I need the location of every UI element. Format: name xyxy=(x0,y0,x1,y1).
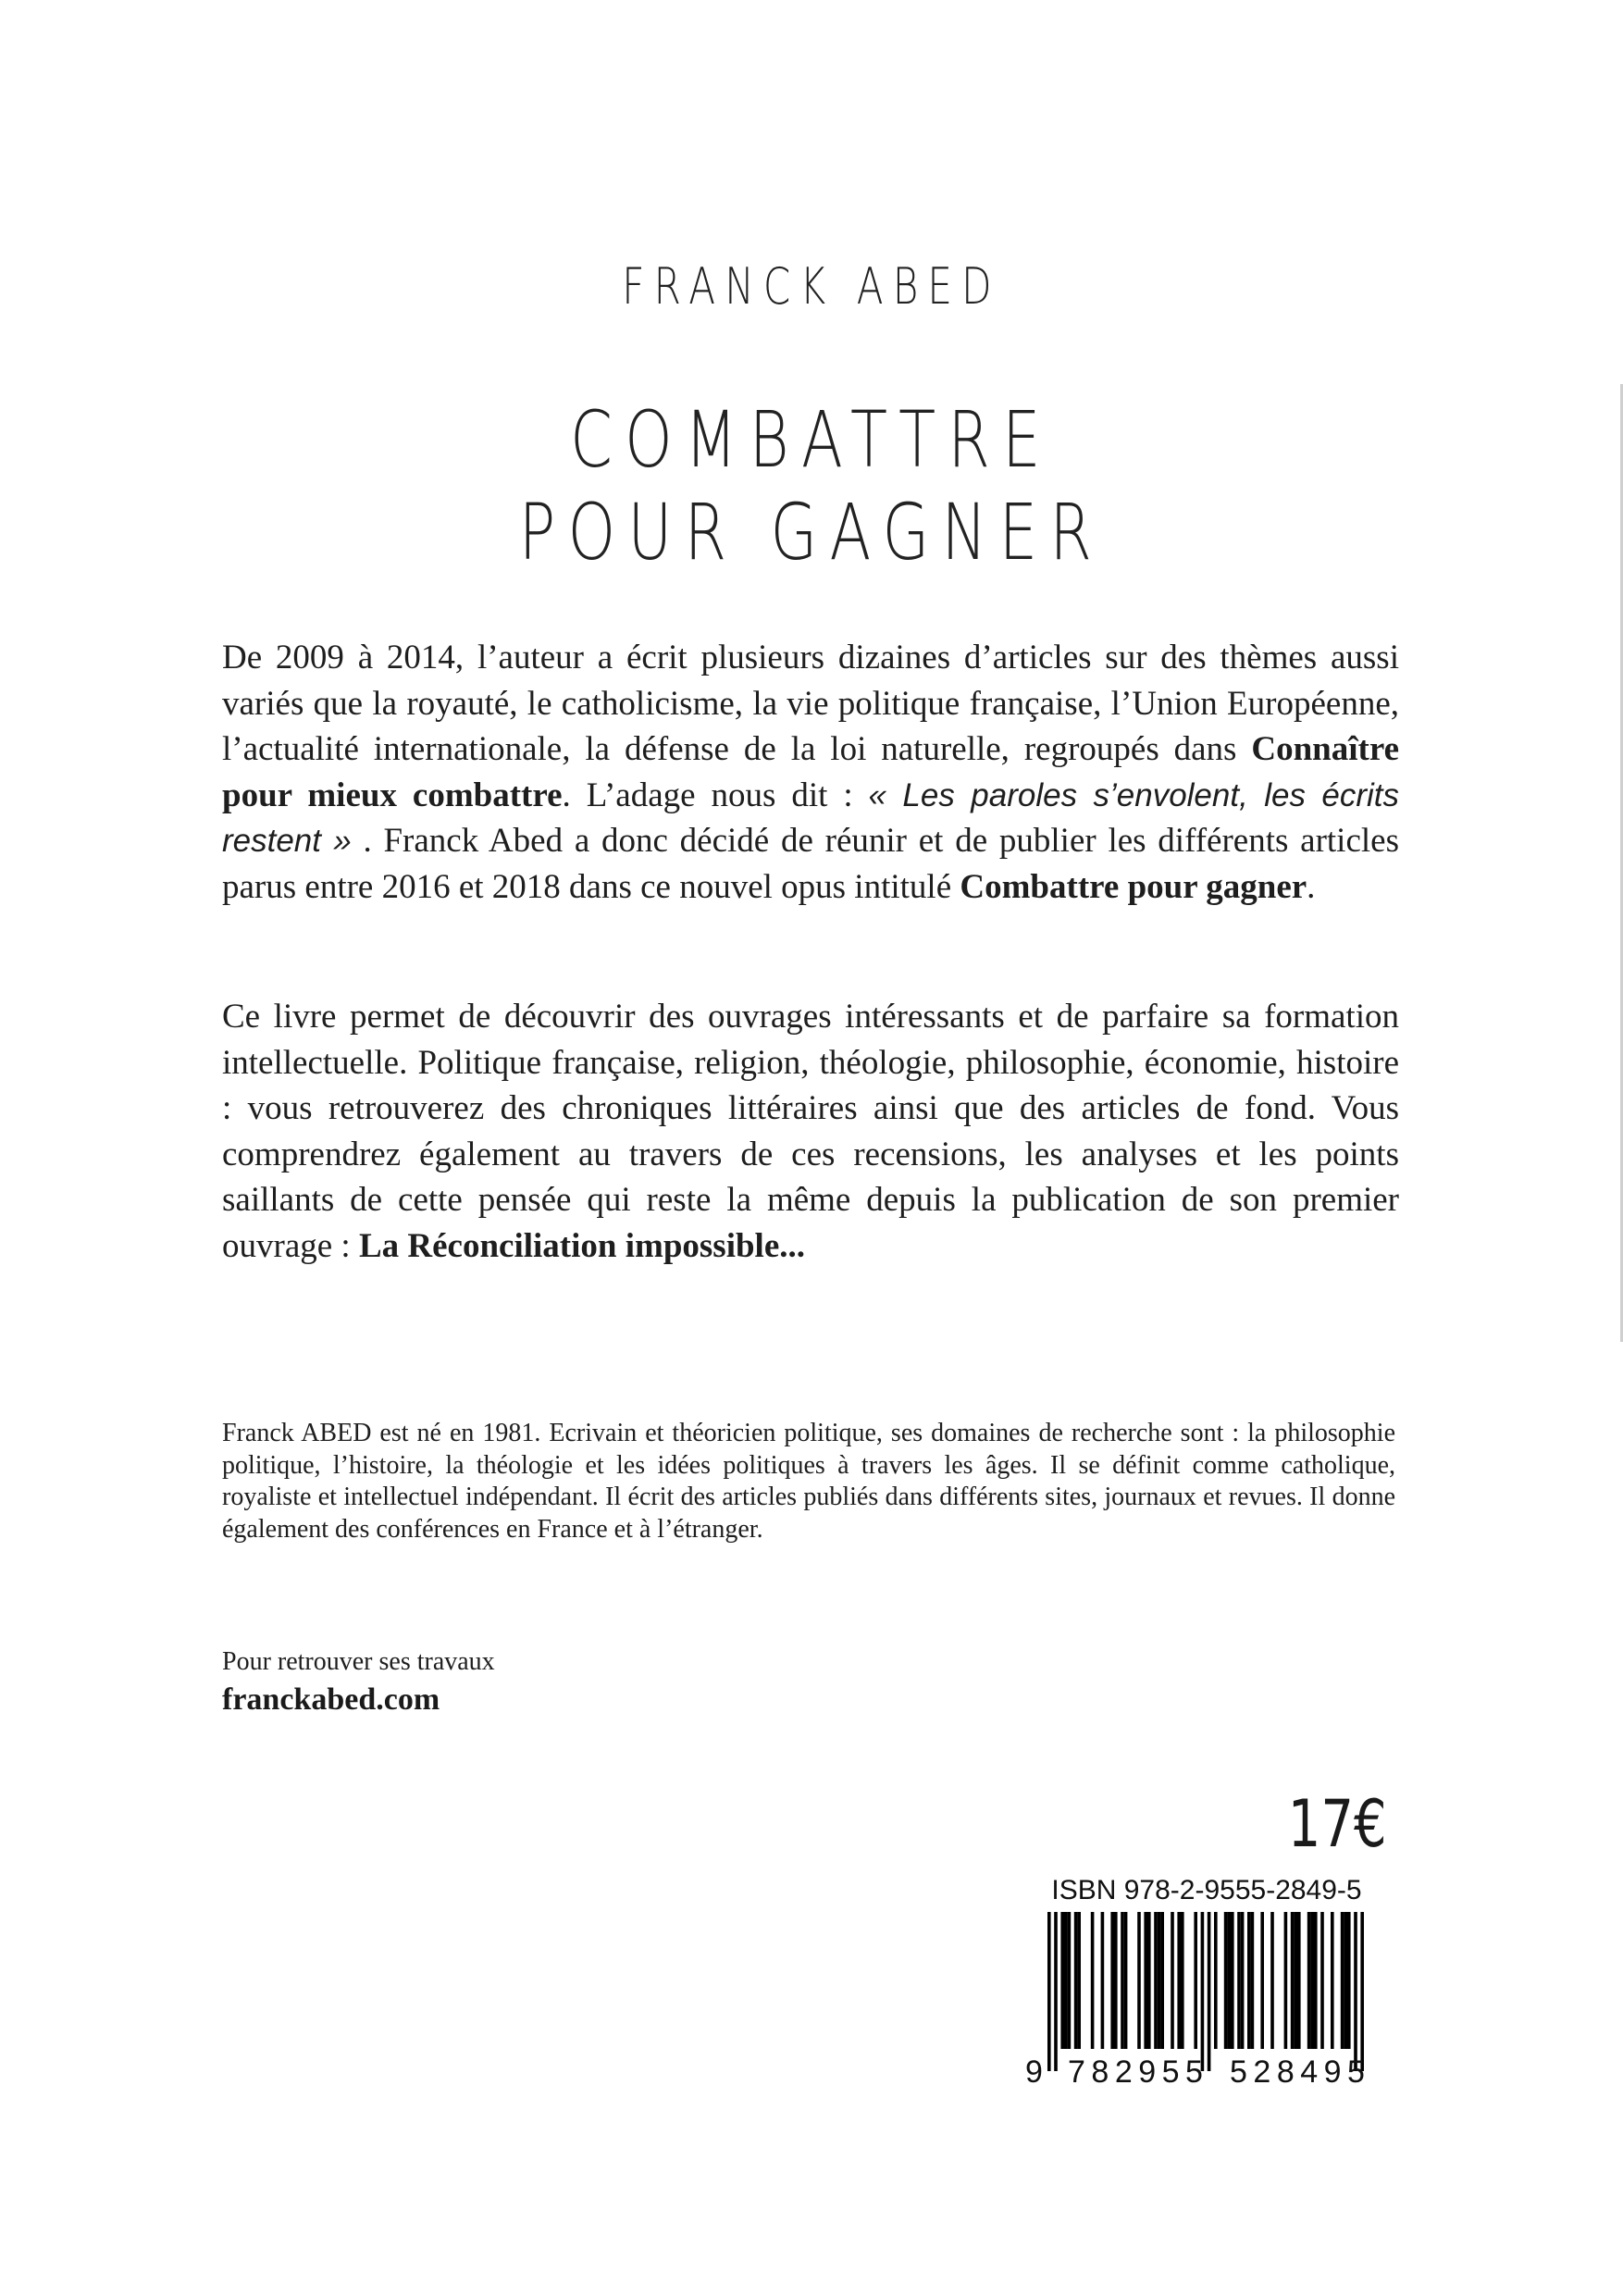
barcode-bar-6 xyxy=(1077,1912,1081,2049)
find-works-label: Pour retrouver ses travaux xyxy=(222,1647,495,1676)
barcode-bar-27 xyxy=(1227,1912,1231,2049)
barcode-bar-19 xyxy=(1171,1912,1174,2049)
barcode-bar-22 xyxy=(1194,1912,1197,2049)
barcode-bar-45 xyxy=(1344,1912,1347,2049)
barcode-bar-24 xyxy=(1208,1912,1211,2071)
ean13-barcode xyxy=(1025,1912,1388,2074)
isbn-label: ISBN 978-2-9555-2849-5 xyxy=(1051,1875,1362,1905)
barcode-bar-10 xyxy=(1114,1912,1118,2049)
barcode-bar-46 xyxy=(1347,1912,1351,2049)
blurb-paragraph-2 xyxy=(222,994,1399,1269)
barcode-bar-38 xyxy=(1297,1912,1301,2049)
book-title-line-2: POUR GAGNER xyxy=(518,487,1105,577)
blurb-p1-text-c: . Franck Abed a donc décidé de réunir et de publier les différents articles parus entre 2016 et 2018 dans ce nouvel opus intitulé xyxy=(222,822,1399,906)
barcode-bar-37 xyxy=(1294,1912,1297,2049)
barcode-bar-18 xyxy=(1160,1912,1164,2049)
barcode-bar-47 xyxy=(1354,1912,1357,2071)
isbn-barcode-block xyxy=(1025,1875,1388,2097)
barcode-bar-8 xyxy=(1101,1912,1105,2049)
blurb-p1-bold-title-2: Combattre pour gagner xyxy=(960,867,1307,906)
book-title-line-1: COMBATTRE xyxy=(570,394,1053,485)
barcode-bar-15 xyxy=(1147,1912,1151,2049)
barcode-bar-3 xyxy=(1064,1912,1068,2049)
blurb-paragraph-1 xyxy=(222,635,1399,910)
blurb-p1-text-a: De 2009 à 2014, l’auteur a écrit plusieurs dizaines d’articles sur des thèmes aussi variés que la royauté, le catholicisme, la vie politique française, l’Union Européenne, l’actualité internationale, la défense de la loi naturelle, regroupés dans xyxy=(222,639,1399,768)
blurb-p2-text: Ce livre permet de découvrir des ouvrages intéressants et de parfaire sa formation intellectuelle. Politique française, religion, théologie, philosophie, économie, histoire : vous retrouverez des chroniques littéraires ainsi que des articles de fond. Vous comprendrez également au travers de ces recensions, les analyses et les points saillants de cette pensée qui reste la même depuis la publication de son premier ouvrage : xyxy=(222,998,1399,1265)
barcode-bar-40 xyxy=(1310,1912,1314,2049)
barcode-bar-0 xyxy=(1047,1912,1051,2071)
book-title xyxy=(179,393,1444,578)
barcode-bar-20 xyxy=(1177,1912,1181,2049)
ean-right-digits: 528495 xyxy=(1230,2054,1371,2090)
barcode-bar-21 xyxy=(1181,1912,1184,2049)
barcode-bar-43 xyxy=(1331,1912,1334,2049)
barcode-bar-1 xyxy=(1054,1912,1058,2071)
barcode-bar-16 xyxy=(1154,1912,1158,2049)
blurb-p1-bold-title-1: Connaître pour mieux combattre xyxy=(222,730,1399,814)
blurb-p2-bold-title: La Réconciliation impossible... xyxy=(358,1226,806,1265)
ean13-digits xyxy=(1025,2054,1388,2097)
barcode-bar-17 xyxy=(1158,1912,1161,2049)
price-label: 17€ xyxy=(1288,1786,1387,1862)
barcode-bar-9 xyxy=(1110,1912,1114,2049)
barcode-bar-41 xyxy=(1314,1912,1318,2049)
barcode-bar-25 xyxy=(1214,1912,1218,2049)
author-bio: Franck ABED est né en 1981. Ecrivain et théoricien politique, ses domaines de recherche sont : la philosophie politique, l’histoire, la théologie et les idées politiques à travers les âges. Il se définit comme catholique, royaliste et intellectuel indépendant. Il écrit des articles publiés dans différents sites, journaux et revues. Il donne également des conférences en France et à l’étranger. xyxy=(222,1419,1395,1544)
author-name: FRANCK ABED xyxy=(622,257,1001,316)
ean-first-digit: 9 xyxy=(1025,2054,1043,2090)
barcode-bar-33 xyxy=(1260,1912,1264,2049)
barcode-bar-14 xyxy=(1144,1912,1147,2049)
barcode-bar-31 xyxy=(1247,1912,1251,2049)
barcode-bar-32 xyxy=(1251,1912,1255,2049)
barcode-bar-7 xyxy=(1091,1912,1095,2049)
barcode-bar-11 xyxy=(1121,1912,1124,2049)
barcode-bar-34 xyxy=(1270,1912,1274,2049)
barcode-bar-26 xyxy=(1224,1912,1228,2049)
barcode-bar-42 xyxy=(1320,1912,1324,2049)
barcode-bar-2 xyxy=(1060,1912,1064,2049)
barcode-bar-13 xyxy=(1137,1912,1141,2049)
blurb-p1-text-d: . xyxy=(1307,867,1316,906)
barcode-bar-39 xyxy=(1307,1912,1311,2049)
barcode-bar-4 xyxy=(1068,1912,1072,2049)
barcode-bar-5 xyxy=(1074,1912,1078,2049)
ean-left-digits: 782955 xyxy=(1068,2054,1209,2090)
blurb-p1-quote: « Les paroles s’envolent, les écrits restent » xyxy=(222,776,1400,859)
barcode-bar-23 xyxy=(1201,1912,1205,2071)
barcode-bar-44 xyxy=(1341,1912,1344,2049)
barcode-bar-35 xyxy=(1284,1912,1288,2049)
barcode-bar-36 xyxy=(1291,1912,1295,2049)
barcode-bar-28 xyxy=(1231,1912,1234,2049)
author-website: franckabed.com xyxy=(222,1682,440,1717)
barcode-bar-48 xyxy=(1360,1912,1364,2071)
blurb-p1-text-b: . L’adage nous dit : xyxy=(562,776,869,814)
barcode-bar-30 xyxy=(1241,1912,1245,2049)
barcode-bar-29 xyxy=(1237,1912,1241,2049)
barcode-bar-12 xyxy=(1124,1912,1128,2049)
